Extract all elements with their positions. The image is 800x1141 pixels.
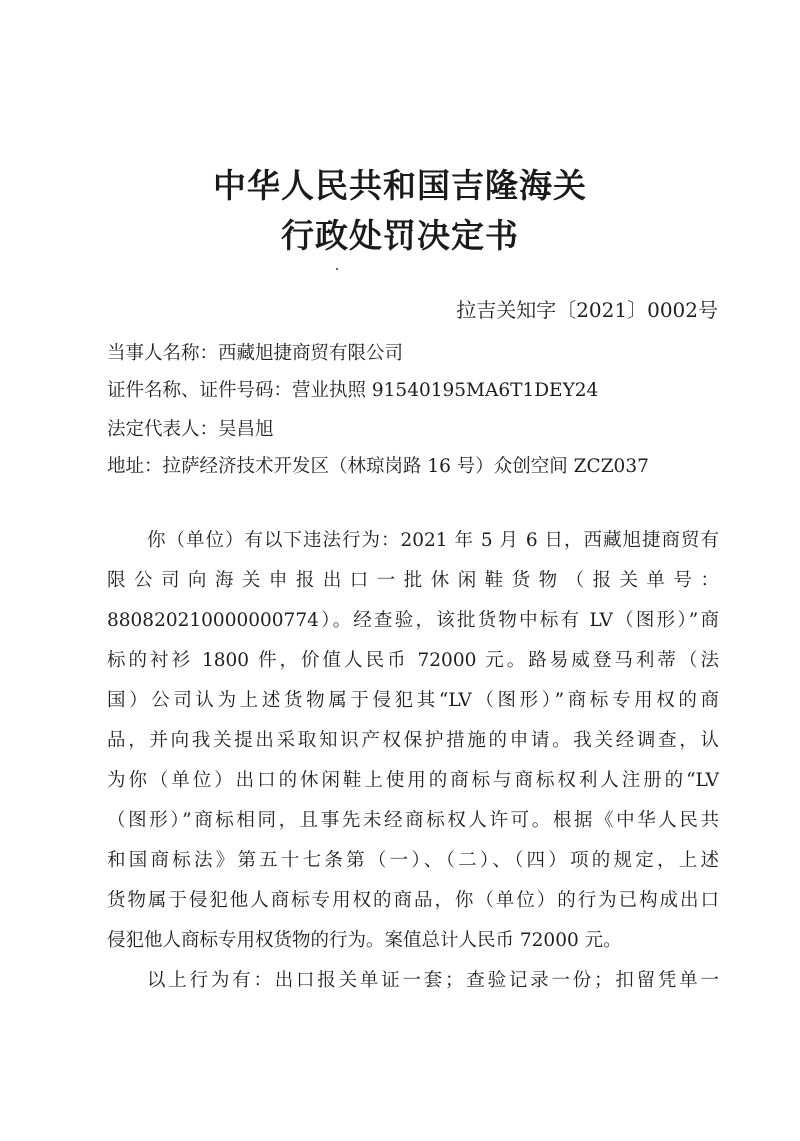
legal-representative: 法定代表人：吴昌旭 — [107, 419, 274, 440]
document-number: 拉吉关知字〔2021〕0002号 — [456, 298, 718, 322]
body-line: 你（单位）有以下违法行为：2021 年 5 月 6 日，西藏旭捷商贸有 — [147, 530, 719, 551]
body-line: 880820210000000774）。经查验，该批货物中标有 LV（图形）”商 — [107, 610, 719, 631]
body-line: 以上行为有：出口报关单证一套；查验记录一份；扣留凭单一 — [147, 970, 719, 991]
address: 地址：拉萨经济技术开发区（林琼岗路 16 号）众创空间 ZCZ037 — [107, 456, 649, 477]
body-line: 货物属于侵犯他人商标专用权的商品，你（单位）的行为已构成出口 — [107, 890, 719, 911]
body-line: 和国商标法》第五十七条第（一）、（二）、（四）项的规定，上述 — [107, 850, 719, 871]
party-name: 当事人名称：西藏旭捷商贸有限公司 — [107, 343, 404, 364]
body-line: 国）公司认为上述货物属于侵犯其“LV（图形）”商标专用权的商 — [107, 690, 719, 711]
scan-speck — [336, 268, 338, 270]
body-line: 侵犯他人商标专用权货物的行为。案值总计人民币 72000 元。 — [107, 930, 622, 951]
document-title-line2: 行政处罚决定书 — [281, 216, 519, 255]
document-title-line1: 中华人民共和国吉隆海关 — [213, 166, 587, 205]
body-line: 为你（单位）出口的休闲鞋上使用的商标与商标权利人注册的“LV — [107, 770, 719, 791]
body-line: 标的衬衫 1800 件，价值人民币 72000 元。路易威登马利蒂（法 — [107, 650, 719, 671]
body-line: 限公司向海关申报出口一批休闲鞋货物（报关单号： — [107, 570, 719, 591]
body-line: 品，并向我关提出采取知识产权保护措施的申请。我关经调查，认 — [107, 730, 719, 751]
body-line: （图形）”商标相同，且事先未经商标权人许可。根据《中华人民共 — [107, 810, 719, 831]
certificate-info: 证件名称、证件号码：营业执照 91540195MA6T1DEY24 — [107, 380, 599, 401]
